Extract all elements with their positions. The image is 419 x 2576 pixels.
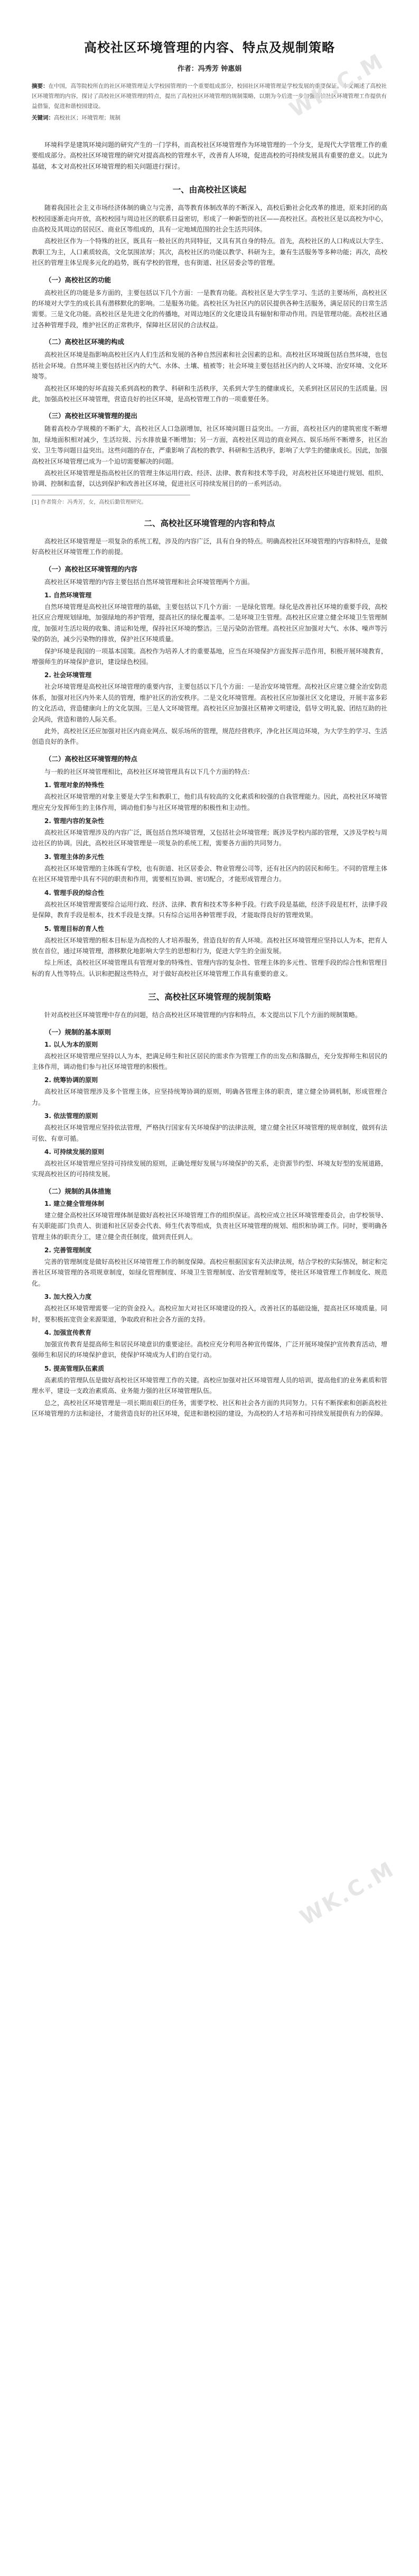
paragraph: 高校社区环境管理应坚持可持续发展的原则，正确处理好发展与环境保护的关系，走资源节约型、环境友好型的发展道路，实现高校社区的可持续发展。 (32, 1159, 387, 1178)
article-body (32, 140, 387, 1419)
item-heading: 3. 加大投入力度 (44, 1293, 92, 1301)
paragraph: 高校社区环境管理的内容主要包括自然环境管理和社会环境管理两个方面。 (44, 578, 254, 586)
paragraph: 环境科学是建筑环境问题的研究产生的一门学科，而高校社区环境管理作为环境管理的一个分支，是现代大学管理工作的重要组成部分。高校社区环境管理的研究对提高高校的管理水平，改善育人环境，促进高校的可持续发展具有重要的意义。以此为基础，本文对高校社区环境管理的相关问题进行探讨。 (32, 141, 387, 170)
paragraph: 高校社区的功能是多方面的，主要包括以下几个方面：一是教育功能。高校社区是大学生学习、生活的主要场所，高校社区的环境对大学生的成长具有潜移默化的影响。二是服务功能。高校社区为社区内的居民提供各种生活服务，满足居民的日常生活需要。三是文化功能。高校社区是先进文化的传播地，对周边地区的文化建设具有辐射和带动作用。四是管理功能。高校社区通过各种管理手段，维护社区的正常秩序，保障社区居民的合法权益。 (32, 289, 387, 329)
paragraph: 高校社区环境管理应坚持依法管理，严格执行国家有关环境保护的法律法规，建立健全社区环境管理的规章制度，做到有法可依、有章可循。 (32, 1124, 387, 1142)
subsection-heading: （一）高校社区的功能 (45, 275, 111, 284)
paragraph: 社会环境管理是高校社区环境管理的重要内容，主要包括以下几个方面：一是治安环境管理。高校社区应建立健全治安防范体系，加强对社区内外来人员的管理，维护社区的治安秩序。二是文化环境管理。高校社区应加强社区文化建设，开展丰富多彩的文化活动，营造健康向上的文化氛围。三是人文环境管理。高校社区应加强社区精神文明建设，倡导文明礼貌、团结互助的社会风尚，营造和谐的人际关系。 (32, 683, 387, 723)
item-heading: 1. 以人为本的原则 (44, 1040, 98, 1048)
item-heading: 1. 管理对象的特殊性 (44, 781, 105, 789)
paragraph: 高校社区环境的好坏直接关系到高校的教学、科研和生活秩序，关系到大学生的健康成长，关系到社区居民的生活质量。因此，加强高校社区环境管理，营造良好的社区环境，是高校管理工作的一项重要任务。 (32, 384, 387, 403)
item-heading: 2. 社会环境管理 (44, 671, 92, 679)
paragraph: 加强宣传教育是提高师生和居民环境意识的重要途径。高校应充分利用各种宣传媒体，广泛开展环境保护宣传教育活动，增强师生和居民的环境保护意识，使保护环境成为人们的自觉行动。 (32, 1341, 387, 1359)
abstract (32, 81, 387, 112)
item-heading: 1. 建立健全管理体制 (44, 1199, 105, 1207)
watermark: WK.C.M (296, 1857, 399, 1931)
subsection-heading: （二）高校社区环境的构成 (45, 338, 125, 346)
paragraph: 此外，高校社区还应加强对社区内商业网点、娱乐场所的管理，规范经营秩序，净化社区周边环境，为大学生的学习、生活创造良好的条件。 (32, 727, 387, 746)
paragraph: 高素质的管理队伍是做好高校社区环境管理工作的关键。高校应加强对社区环境管理人员的培训，提高他们的业务素质和管理水平，建设一支政治素质高、业务能力强的社区环境管理队伍。 (32, 1376, 387, 1395)
paragraph: 高校社区环境管理是指高校社区的管理主体运用行政、经济、法律、教育和技术等手段，对高校社区环境进行规划、组织、协调、控制和监督，以达到保护和改善社区环境，促进社区可持续发展目的的一系列活动。 (32, 469, 387, 488)
paragraph: 与一般的社区环境管理相比，高校社区环境管理具有以下几个方面的特点： (44, 768, 254, 775)
abstract-text: 在中国，高等院校所在的社区环境管理是大学校园管理的一个重要组成部分，校园社区环境管理是学校发展的重要保证。本文阐述了高校社区环境管理的内容，探讨了高校社区环境管理的特点，提出了高校社区环境管理的规制策略，以期为今后进一步加强高校社区环境管理工作提供有益借鉴，促进和谐校园建设。 (32, 83, 387, 109)
item-heading: 2. 管理内容的复杂性 (44, 817, 105, 825)
paragraph: 高校社区环境管理的主体既有学校，也有街道、社区居委会、物业管理公司等，还有社区内的居民和师生。不同的管理主体在社区环境管理中具有不同的职责和作用，需要相互协调、密切配合，才能形成管理合力。 (32, 864, 387, 883)
keywords-text: 高校社区；环境管理；规制 (54, 115, 120, 121)
section-heading: 一、由高校社区谈起 (172, 185, 247, 195)
paragraph: 完善的管理制度是做好高校社区环境管理工作的制度保障。高校应根据国家有关法律法规，结合学校的实际情况，制定和完善社区环境管理的各项规章制度，如绿化管理制度、环境卫生管理制度、治安管理制度等，使社区环境管理工作制度化、规范化。 (32, 1258, 387, 1287)
paragraph: 总之，高校社区环境管理是一项长期而艰巨的任务，需要学校、社区和社会各方面的共同努力。只有不断探索和创新高校社区环境管理的方法和途径，才能营造良好的社区环境，促进和谐校园的建设，为高校的人才培养和可持续发展提供有力的保障。 (32, 1399, 387, 1418)
keywords (32, 114, 387, 122)
abstract-label: 摘要： (32, 83, 49, 89)
footnote: [1] 作者简介：冯秀芳，女，高校后勤管理研究。 (32, 495, 190, 505)
page-title: 高校社区环境管理的内容、特点及规制策略 (84, 40, 335, 55)
paragraph: 自然环境管理是高校社区环境管理的基础，主要包括以下几个方面：一是绿化管理。绿化是改善社区环境的重要手段，高校社区应合理规划绿地，加强绿地的养护管理，提高社区的绿化覆盖率。二是环境卫生管理。高校社区应建立健全环境卫生管理制度，加强对生活垃圾的收集、清运和处理，保持社区环境的整洁。三是污染防治管理。高校社区应加强对大气、水体、噪声等污染的防治，减少污染物的排放，保护社区环境质量。 (32, 603, 387, 643)
paragraph: 高校社区环境管理的对象主要是大学生和教职工，他们具有较高的文化素质和较强的自我管理能力。因此，高校社区环境管理应充分发挥师生的主体作用，调动他们参与社区环境管理的积极性和主动性。 (32, 793, 387, 811)
paragraph: 针对高校社区环境管理中存在的问题，结合高校社区环境管理的内容和特点，本文提出以下几个方面的规制策略。 (44, 1011, 362, 1019)
subsection-heading: （一）高校社区环境管理的内容 (45, 565, 138, 573)
paragraph: 高校社区环境管理涉及多个管理主体，应坚持统筹协调的原则，明确各管理主体的职责，建立健全协调机制，形成管理合力。 (32, 1088, 387, 1106)
subsection-heading: （二）规制的具体措施 (45, 1187, 111, 1195)
paragraph: 高校社区环境管理需要综合运用行政、经济、法律、教育和技术等多种手段。行政手段是基础，经济手段是杠杆，法律手段是保障，教育手段是根本，技术手段是支撑。只有综合运用各种管理手段，才能取得良好的管理效果。 (32, 900, 387, 919)
paragraph: 高校社区作为一个特殊的社区，既具有一般社区的共同特征，又具有其自身的特点。首先，高校社区的人口构成以大学生、教职工为主，人口素质较高，文化氛围浓厚；其次，高校社区的功能以教学、科研为主，兼有生活服务等多种功能；再次，高校社区的管理主体呈现多元化的趋势，既有学校的管理，也有街道、社区居委会等的管理。 (32, 237, 387, 267)
paragraph: 高校社区环境管理需要一定的资金投入。高校应加大对社区环境建设的投入，改善社区的基础设施，提高社区环境质量。同时，要积极拓宽资金来源渠道，争取政府和社会各方面的支持。 (32, 1305, 387, 1323)
paragraph: 高校社区环境管理应坚持以人为本，把满足师生和社区居民的需求作为管理工作的出发点和落脚点，充分发挥师生和居民的主体作用，调动他们参与社区环境管理的积极性。 (32, 1052, 387, 1070)
item-heading: 2. 完善管理制度 (44, 1247, 92, 1254)
paragraph: 高校社区环境管理涉及的内容广泛，既包括自然环境管理，又包括社会环境管理；既涉及学校内部的管理，又涉及学校与周边社区的协调。因此，高校社区环境管理是一项复杂的系统工程，需要各方面的共同努力。 (32, 829, 387, 847)
item-heading: 3. 依法管理的原则 (44, 1112, 98, 1120)
item-heading: 3. 管理主体的多元性 (44, 853, 105, 861)
subsection-heading: （三）高校社区环境管理的提出 (45, 412, 138, 420)
section-heading: 二、高校社区环境管理的内容和特点 (144, 518, 275, 528)
section-heading: 三、高校社区环境管理的规制策略 (148, 992, 271, 1002)
item-heading: 4. 可持续发展的原则 (44, 1148, 105, 1156)
authors: 作者：冯秀芳 钟惠娟 (177, 65, 242, 73)
item-heading: 5. 提高管理队伍素质 (44, 1364, 105, 1372)
subsection-heading: （一）规制的基本原则 (45, 1028, 111, 1036)
item-heading: 4. 加强宣传教育 (44, 1329, 92, 1337)
paragraph: 随着我国社会主义市场经济体制的确立与完善，高等教育体制改革的不断深入，高校后勤社会化改革的推进，原来封闭的高校校园逐渐走向开放，高校校园与周边社区的联系日益密切，形成了一种新型的社区——高校社区。高校社区是以高校为中心，由高校及其周边的居民区、商业区等组成的，具有一定地域范围的社会生活共同体。 (32, 204, 387, 234)
keywords-label: 关键词： (32, 115, 54, 121)
item-heading: 4. 管理手段的综合性 (44, 889, 105, 897)
subsection-heading: （二）高校社区环境管理的特点 (45, 754, 138, 763)
paragraph: 高校社区环境是指影响高校社区内人们生活和发展的各种自然因素和社会因素的总和。高校社区环境既包括自然环境，也包括社会环境。自然环境主要包括社区内的大气、水体、土壤、植被等；社会环境主要包括社区内的人文环境、治安环境、文化环境等。 (32, 351, 387, 381)
item-heading: 2. 统筹协调的原则 (44, 1076, 98, 1084)
paragraph: 高校社区环境管理的根本目标是为高校的人才培养服务，营造良好的育人环境。高校社区环境管理应坚持以人为本，把育人放在首位，通过环境管理，潜移默化地影响大学生的思想和行为，促进大学生的全面发展。 (32, 936, 387, 955)
item-heading: 5. 管理目标的育人性 (44, 925, 105, 932)
paragraph: 建立健全高校社区环境管理体制是做好高校社区环境管理工作的组织保证。高校应成立社区环境管理委员会，由学校领导、有关职能部门负责人、街道和社区居委会代表、师生代表等组成，负责社区环境管理的规划、组织和协调工作。同时，要明确各管理主体的职责分工，建立健全责任制度，做到责任到人。 (32, 1211, 387, 1241)
paragraph: 高校社区环境管理是一项复杂的系统工程，涉及的内容广泛，具有自身的特点。明确高校社区环境管理的内容和特点，是做好高校社区环境管理工作的前提。 (32, 537, 387, 556)
item-heading: 1. 自然环境管理 (44, 591, 92, 599)
watermark: WK.C.M (285, 49, 389, 123)
paragraph: 随着高校办学规模的不断扩大，高校社区人口急剧增加，社区环境问题日益突出。一方面，高校社区内的建筑密度不断增加，绿地面积相对减少，生活垃圾、污水排放量不断增加；另一方面，高校社区周边的商业网点、娱乐场所不断增多，社区治安、卫生等问题日益突出。这些问题的存在，严重影响了高校的教学、科研和生活秩序，影响了大学生的健康成长。因此，加强高校社区环境管理已成为一个迫切需要解决的问题。 (32, 425, 387, 465)
paragraph: 综上所述，高校社区环境管理具有管理对象的特殊性、管理内容的复杂性、管理主体的多元性、管理手段的综合性和管理目标的育人性等特点。认识和把握这些特点，对于做好高校社区环境管理工作具有重要的意义。 (32, 959, 387, 977)
paragraph: 保护环境是我国的一项基本国策。高校作为培养人才的重要基地，应当在环境保护方面发挥示范作用，积极开展环境教育，增强师生的环境保护意识，建设绿色校园。 (32, 647, 387, 666)
